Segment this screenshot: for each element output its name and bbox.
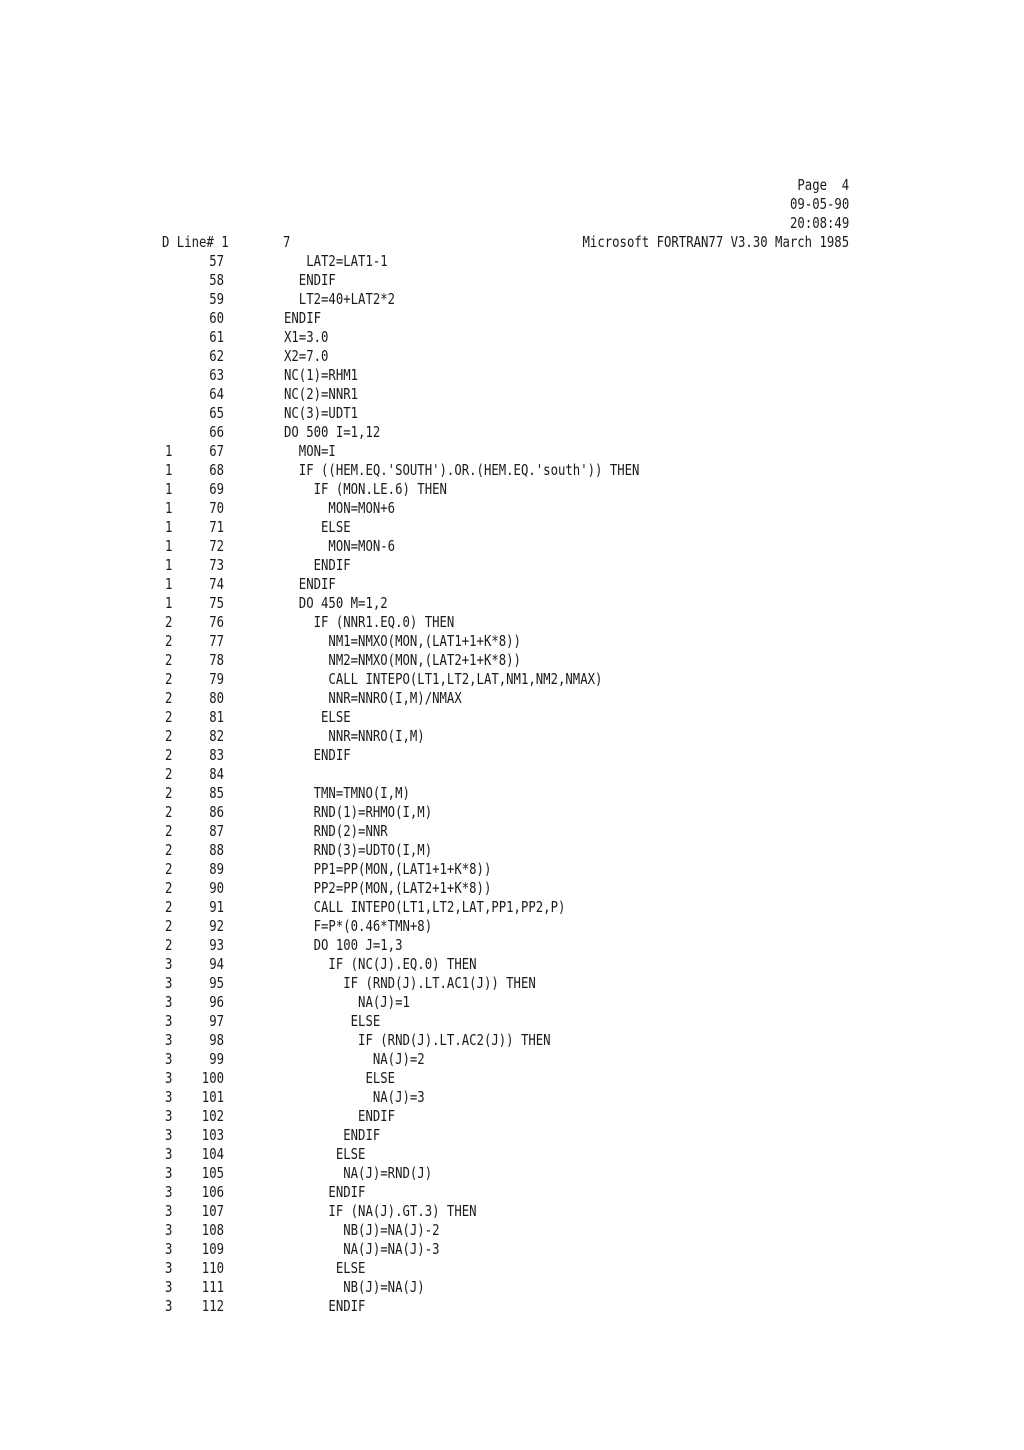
source-code: NB(J)=NA(J)-2 [284,1221,440,1239]
nesting-depth: 2 [165,632,173,650]
nesting-depth: 3 [165,1107,173,1125]
nesting-depth: 2 [165,689,173,707]
nesting-depth: 3 [165,1069,173,1087]
nesting-depth: 2 [165,898,173,916]
line-number: 78 [209,651,224,669]
source-code: DO 500 I=1,12 [284,423,381,441]
listing-line [0,1069,1024,1088]
source-code: ENDIF [284,575,336,593]
listing-line [0,309,1024,328]
nesting-depth: 3 [165,1088,173,1106]
nesting-depth: 3 [165,1183,173,1201]
nesting-depth: 2 [165,822,173,840]
listing-line [0,252,1024,271]
source-code: ENDIF [284,556,351,574]
d-line-header: D Line# 1 [162,233,229,251]
source-code: RND(2)=NNR [284,822,388,840]
source-listing [0,252,1024,1316]
print-time: 20:08:49 [789,214,849,232]
listing-line [0,404,1024,423]
source-code: ELSE [284,708,351,726]
nesting-depth: 3 [165,955,173,973]
listing-line [0,841,1024,860]
nesting-depth: 2 [165,670,173,688]
nesting-depth: 2 [165,917,173,935]
nesting-depth: 1 [165,537,173,555]
nesting-depth: 3 [165,993,173,1011]
listing-line [0,518,1024,537]
source-code: ELSE [284,1259,366,1277]
line-number: 80 [209,689,224,707]
listing-line [0,290,1024,309]
source-code: ENDIF [284,271,336,289]
source-code: ELSE [284,518,351,536]
nesting-depth: 1 [165,518,173,536]
listing-line [0,1050,1024,1069]
column-seven-header: 7 [283,233,291,251]
line-number: 82 [209,727,224,745]
line-number: 59 [209,290,224,308]
listing-line [0,461,1024,480]
nesting-depth: 2 [165,765,173,783]
line-number: 72 [209,537,224,555]
source-code: NC(3)=UDT1 [284,404,359,422]
listing-line [0,575,1024,594]
source-code: ELSE [284,1012,381,1030]
line-number: 96 [209,993,224,1011]
listing-line [0,1164,1024,1183]
source-code: NM2=NMXO(MON,(LAT2+1+K*8)) [284,651,521,669]
nesting-depth: 3 [165,974,173,992]
nesting-depth: 2 [165,803,173,821]
line-number: 57 [209,252,224,270]
listing-line [0,1259,1024,1278]
nesting-depth: 3 [165,1240,173,1258]
source-code: ENDIF [284,1297,366,1315]
listing-line [0,803,1024,822]
listing-line [0,898,1024,917]
source-code: RND(1)=RHMO(I,M) [284,803,433,821]
line-number: 90 [209,879,224,897]
source-code: ENDIF [284,1183,366,1201]
nesting-depth: 3 [165,1031,173,1049]
line-number: 108 [201,1221,224,1239]
line-number: 101 [201,1088,224,1106]
line-number: 95 [209,974,224,992]
source-code: MON=MON-6 [284,537,396,555]
line-number: 110 [201,1259,224,1277]
nesting-depth: 2 [165,784,173,802]
nesting-depth: 1 [165,556,173,574]
line-number: 83 [209,746,224,764]
nesting-depth: 2 [165,708,173,726]
source-code: NA(J)=1 [284,993,410,1011]
nesting-depth: 3 [165,1126,173,1144]
source-code: X1=3.0 [284,328,329,346]
line-number: 91 [209,898,224,916]
line-number: 84 [209,765,224,783]
listing-line [0,1240,1024,1259]
listing-line [0,499,1024,518]
listing-line [0,670,1024,689]
line-number: 71 [209,518,224,536]
source-code: NA(J)=NA(J)-3 [284,1240,440,1258]
line-number: 68 [209,461,224,479]
source-code: DO 100 J=1,3 [284,936,403,954]
source-code: NA(J)=3 [284,1088,425,1106]
line-number: 97 [209,1012,224,1030]
nesting-depth: 2 [165,841,173,859]
source-code: LAT2=LAT1-1 [284,252,388,270]
listing-line [0,974,1024,993]
listing-line [0,347,1024,366]
nesting-depth: 2 [165,860,173,878]
listing-line [0,936,1024,955]
source-code: F=P*(0.46*TMN+8) [284,917,433,935]
listing-line [0,1126,1024,1145]
listing-line [0,955,1024,974]
line-number: 88 [209,841,224,859]
line-number: 73 [209,556,224,574]
listing-line [0,1031,1024,1050]
source-code: MON=MON+6 [284,499,396,517]
listing-line [0,442,1024,461]
line-number: 67 [209,442,224,460]
nesting-depth: 3 [165,1050,173,1068]
source-code: ENDIF [284,746,351,764]
nesting-depth: 3 [165,1221,173,1239]
listing-line [0,632,1024,651]
nesting-depth: 3 [165,1012,173,1030]
line-number: 60 [209,309,224,327]
listing-line [0,651,1024,670]
line-number: 81 [209,708,224,726]
listing-line [0,1202,1024,1221]
nesting-depth: 3 [165,1297,173,1315]
line-number: 111 [201,1278,224,1296]
listing-line [0,784,1024,803]
listing-line [0,1107,1024,1126]
line-number: 66 [209,423,224,441]
source-code: CALL INTEPO(LT1,LT2,LAT,NM1,NM2,NMAX) [284,670,603,688]
line-number: 112 [201,1297,224,1315]
source-code: LT2=40+LAT2*2 [284,290,396,308]
listing-line [0,1221,1024,1240]
line-number: 75 [209,594,224,612]
nesting-depth: 3 [165,1259,173,1277]
nesting-depth: 3 [165,1164,173,1182]
source-code: RND(3)=UDTO(I,M) [284,841,433,859]
line-number: 102 [201,1107,224,1125]
line-number: 98 [209,1031,224,1049]
nesting-depth: 1 [165,594,173,612]
source-code: DO 450 M=1,2 [284,594,388,612]
line-number: 109 [201,1240,224,1258]
nesting-depth: 1 [165,499,173,517]
listing-line [0,594,1024,613]
line-number: 105 [201,1164,224,1182]
source-code: ELSE [284,1145,366,1163]
line-number: 70 [209,499,224,517]
listing-line [0,613,1024,632]
line-number: 106 [201,1183,224,1201]
nesting-depth: 2 [165,936,173,954]
source-code: NC(2)=NNR1 [284,385,359,403]
nesting-depth: 1 [165,480,173,498]
line-number: 85 [209,784,224,802]
source-code: ENDIF [284,1107,396,1125]
line-number: 79 [209,670,224,688]
source-code: NA(J)=2 [284,1050,425,1068]
listing-line [0,271,1024,290]
line-number: 63 [209,366,224,384]
line-number: 76 [209,613,224,631]
source-code: PP2=PP(MON,(LAT2+1+K*8)) [284,879,492,897]
source-code: NC(1)=RHM1 [284,366,359,384]
source-code: IF (MON.LE.6) THEN [284,480,447,498]
line-number: 107 [201,1202,224,1220]
nesting-depth: 2 [165,727,173,745]
line-number: 86 [209,803,224,821]
line-number: 94 [209,955,224,973]
listing-line [0,556,1024,575]
nesting-depth: 1 [165,461,173,479]
line-number: 89 [209,860,224,878]
nesting-depth: 3 [165,1278,173,1296]
listing-line [0,366,1024,385]
listing-line [0,917,1024,936]
nesting-depth: 3 [165,1145,173,1163]
line-number: 104 [201,1145,224,1163]
nesting-depth: 2 [165,613,173,631]
line-number: 61 [209,328,224,346]
line-number: 92 [209,917,224,935]
source-code: CALL INTEPO(LT1,LT2,LAT,PP1,PP2,P) [284,898,566,916]
listing-line [0,385,1024,404]
nesting-depth: 3 [165,1202,173,1220]
source-code: IF (NNR1.EQ.0) THEN [284,613,455,631]
listing-line [0,328,1024,347]
print-date: 09-05-90 [789,195,849,213]
listing-line [0,1012,1024,1031]
line-number: 58 [209,271,224,289]
source-code: MON=I [284,442,336,460]
source-code: NNR=NNRO(I,M) [284,727,425,745]
source-code: NM1=NMXO(MON,(LAT1+1+K*8)) [284,632,521,650]
line-number: 100 [201,1069,224,1087]
page-number: Page 4 [797,176,849,194]
listing-line [0,1088,1024,1107]
listing-line [0,765,1024,784]
source-code: ELSE [284,1069,396,1087]
source-code: IF ((HEM.EQ.'SOUTH').OR.(HEM.EQ.'south')) THEN [284,461,640,479]
line-number: 77 [209,632,224,650]
source-code: IF (RND(J).LT.AC2(J)) THEN [284,1031,551,1049]
line-number: 103 [201,1126,224,1144]
listing-line [0,1183,1024,1202]
compiler-banner: Microsoft FORTRAN77 V3.30 March 1985 [582,233,849,251]
source-code: IF (RND(J).LT.AC1(J)) THEN [284,974,536,992]
source-code: NB(J)=NA(J) [284,1278,425,1296]
line-number: 69 [209,480,224,498]
listing-line [0,480,1024,499]
line-number: 65 [209,404,224,422]
nesting-depth: 2 [165,651,173,669]
source-code: ENDIF [284,1126,381,1144]
listing-line [0,727,1024,746]
listing-line [0,423,1024,442]
listing-line [0,879,1024,898]
listing-line [0,993,1024,1012]
source-code: IF (NC(J).EQ.0) THEN [284,955,477,973]
listing-line [0,1297,1024,1316]
line-number: 62 [209,347,224,365]
source-code: IF (NA(J).GT.3) THEN [284,1202,477,1220]
listing-line [0,708,1024,727]
source-code: X2=7.0 [284,347,329,365]
listing-line [0,689,1024,708]
listing-line [0,746,1024,765]
source-code: TMN=TMNO(I,M) [284,784,410,802]
source-code: NA(J)=RND(J) [284,1164,433,1182]
line-number: 74 [209,575,224,593]
line-number: 99 [209,1050,224,1068]
listing-line [0,1145,1024,1164]
nesting-depth: 2 [165,879,173,897]
nesting-depth: 1 [165,442,173,460]
nesting-depth: 1 [165,575,173,593]
source-code: PP1=PP(MON,(LAT1+1+K*8)) [284,860,492,878]
listing-line [0,860,1024,879]
listing-line [0,822,1024,841]
source-code: NNR=NNRO(I,M)/NMAX [284,689,462,707]
line-number: 87 [209,822,224,840]
source-code: ENDIF [284,309,322,327]
listing-line [0,1278,1024,1297]
line-number: 64 [209,385,224,403]
nesting-depth: 2 [165,746,173,764]
listing-line [0,537,1024,556]
line-number: 93 [209,936,224,954]
